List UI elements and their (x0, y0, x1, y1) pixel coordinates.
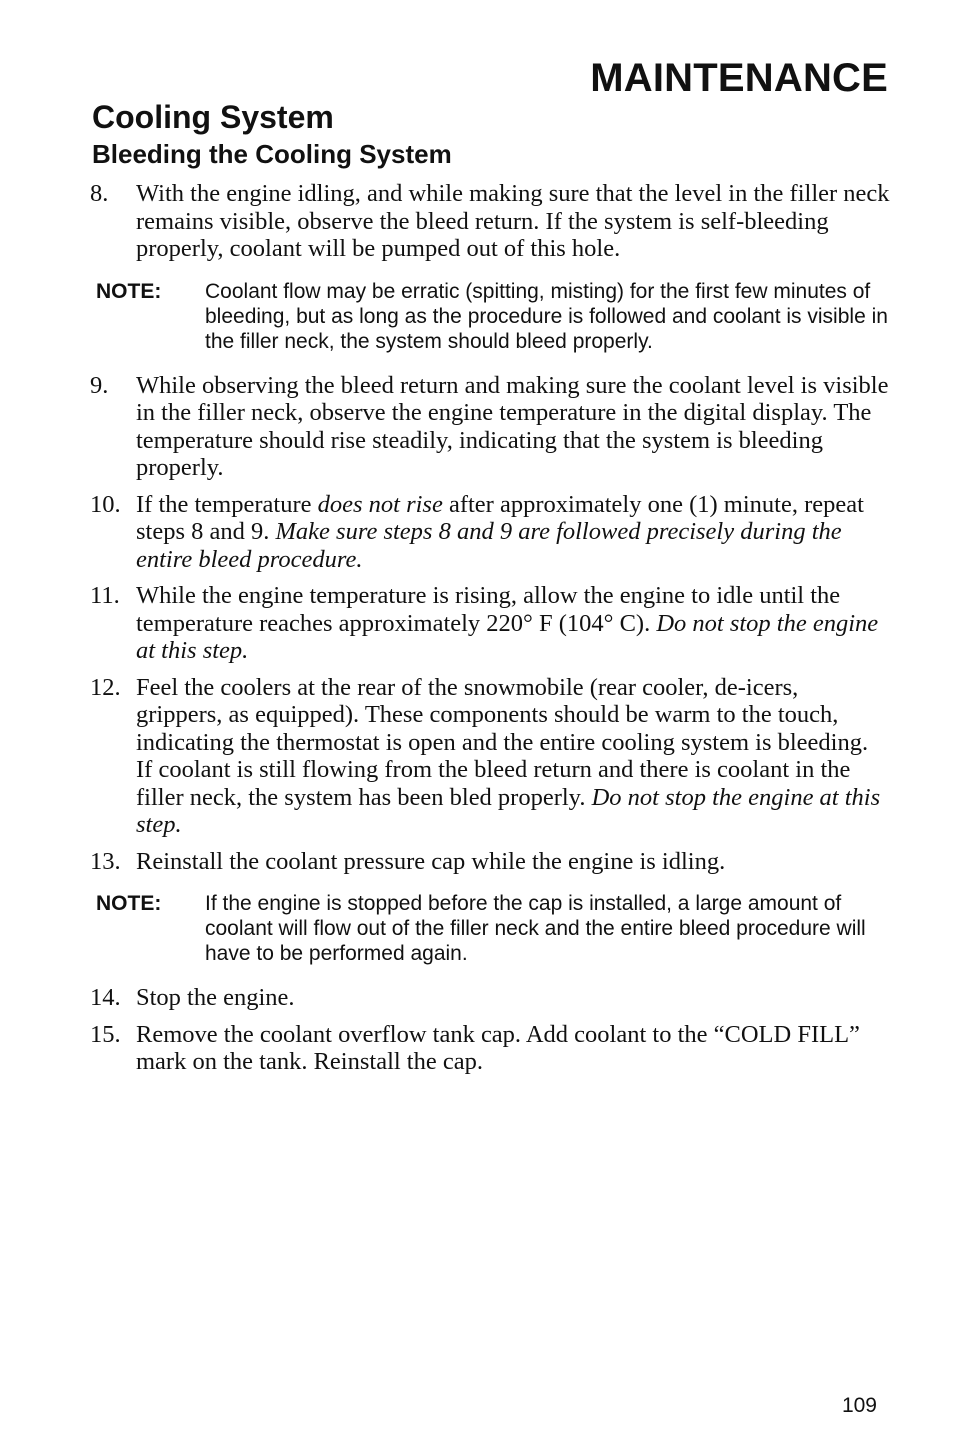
step-number: 13. (90, 847, 121, 875)
step-number: 11. (90, 582, 120, 609)
step-11 (90, 582, 890, 665)
note-1 (96, 279, 890, 354)
step-15 (90, 1021, 890, 1076)
note-label: NOTE: (96, 892, 162, 915)
step-9 (90, 372, 890, 482)
step-12 (90, 674, 890, 839)
note-2 (96, 891, 890, 966)
step-number: 8. (90, 180, 109, 207)
note-label: NOTE: (96, 279, 162, 303)
step-8 (90, 180, 890, 263)
step-number: 10. (90, 490, 121, 518)
step-text: Stop the engine. (136, 984, 295, 1011)
step-10 (90, 491, 890, 574)
step-number: 14. (90, 984, 121, 1011)
step-text: Remove the coolant overflow tank cap. Add coolant to the “COLD FILL” mark on the tank. Reinstall the cap. (136, 1020, 860, 1075)
step-text: Reinstall the coolant pressure cap while the engine is idling. (136, 847, 726, 875)
subsection-title: Bleeding the Cooling System (92, 139, 452, 169)
note-text: Coolant flow may be erratic (spitting, misting) for the first few minutes of bleeding, but as long as the procedure is followed and coolant is visible in the filler neck, the system should bleed properly. (205, 279, 888, 353)
step-number: 12. (90, 673, 121, 701)
section-title: Cooling System (92, 99, 334, 135)
step-text: With the engine idling, and while making sure that the level in the filler neck remains visible, observe the bleed return. If the system is self-bleeding properly, coolant will be pumped out of this hole. (136, 180, 890, 262)
step-number: 9. (90, 371, 109, 399)
step-text: While the engine temperature is rising, allow the engine to idle until the temperature reaches approximately 220° F (104° C). Do not stop the engine at this step. (136, 582, 879, 664)
step-14 (90, 984, 890, 1012)
step-text: While observing the bleed return and making sure the coolant level is visible in the filler neck, observe the engine temperature in the digital display. The temperature should rise steadily, indicating that the system is bleeding properly. (136, 371, 889, 481)
chapter-title: MAINTENANCE (590, 56, 888, 100)
step-text: Feel the coolers at the rear of the snowmobile (rear cooler, de-icers, grippers, as equipped). These components should be warm to the touch, indicating the thermostat is open and the entire cooling system is bleeding. If coolant is still flowing from the bleed return and there is coolant in the filler neck, the system has been bled properly. Do not stop the engine at this step. (136, 673, 881, 838)
step-number: 15. (90, 1020, 121, 1048)
step-text: If the temperature does not rise after approximately one (1) minute, repeat steps 8 and 9. Make sure steps 8 and 9 are followed precisely during the entire bleed procedure. (136, 490, 864, 573)
procedure-body (90, 180, 890, 1085)
page-number: 109 (841, 1394, 877, 1417)
step-13 (90, 848, 890, 876)
note-text: If the engine is stopped before the cap is installed, a large amount of coolant will flow out of the filler neck and the entire bleed procedure will have to be performed again. (205, 892, 866, 965)
